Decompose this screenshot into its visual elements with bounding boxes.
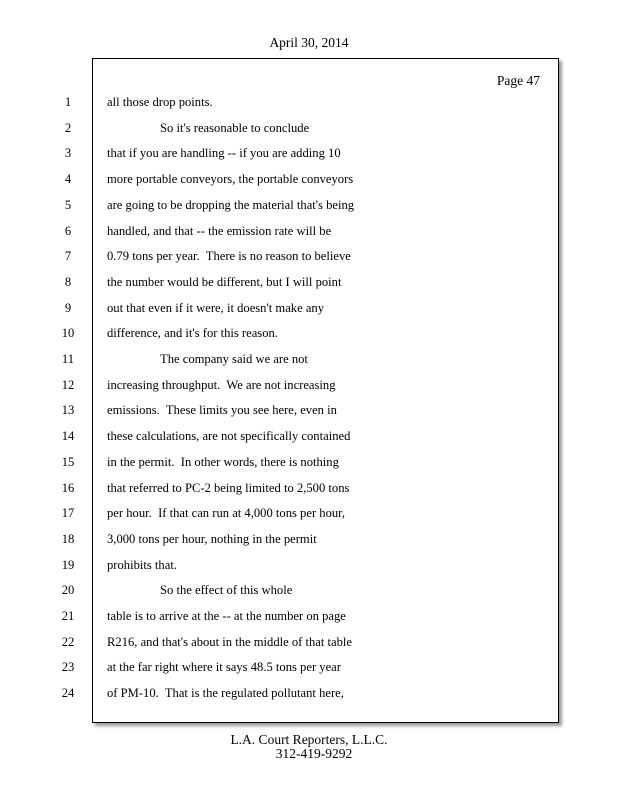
transcript-line bbox=[0, 606, 560, 626]
line-text: table is to arrive at the -- at the number on page bbox=[107, 609, 346, 623]
transcript-line bbox=[0, 400, 560, 420]
transcript-line bbox=[0, 221, 560, 241]
line-number: 2 bbox=[64, 120, 72, 135]
line-text: that referred to PC-2 being limited to 2,500 tons bbox=[107, 480, 350, 495]
line-text: the number would be different, but I will point bbox=[107, 274, 342, 289]
transcript-line bbox=[0, 246, 560, 266]
line-text: 3,000 tons per hour, nothing in the permit bbox=[107, 531, 317, 546]
line-text: these calculations, are not specifically contained bbox=[107, 429, 351, 444]
line-number: 24 bbox=[61, 686, 75, 701]
line-number: 10 bbox=[61, 326, 75, 341]
transcript-line bbox=[0, 478, 560, 498]
transcript-line bbox=[0, 272, 560, 292]
line-text: at the far right where it says 48.5 tons per year bbox=[107, 660, 341, 675]
line-text: out that even if it were, it doesn't make any bbox=[107, 300, 324, 315]
line-number: 13 bbox=[61, 403, 75, 418]
line-number: 23 bbox=[61, 660, 75, 675]
line-text: handled, and that -- the emission rate will be bbox=[107, 223, 332, 238]
line-number: 19 bbox=[61, 557, 75, 572]
line-text: more portable conveyors, the portable conveyors bbox=[107, 172, 354, 187]
transcript-line bbox=[0, 555, 560, 575]
line-text: are going to be dropping the material that's being bbox=[107, 197, 355, 212]
line-text: emissions. These limits you see here, even in bbox=[107, 403, 337, 418]
line-number: 21 bbox=[61, 609, 75, 623]
transcript-line bbox=[0, 632, 560, 652]
line-number: 18 bbox=[61, 531, 75, 546]
transcript-line bbox=[0, 118, 560, 138]
line-text: prohibits that. bbox=[107, 557, 177, 572]
line-number: 15 bbox=[61, 454, 75, 469]
line-number: 4 bbox=[64, 172, 72, 187]
line-number: 7 bbox=[64, 249, 72, 264]
line-text: per hour. If that can run at 4,000 tons per hour, bbox=[107, 506, 346, 521]
line-number: 20 bbox=[61, 583, 75, 598]
line-text: all those drop points. bbox=[107, 95, 213, 109]
transcript-line bbox=[0, 503, 560, 523]
line-text: in the permit. In other words, there is nothing bbox=[107, 454, 339, 469]
line-text: 0.79 tons per year. There is no reason to believe bbox=[107, 249, 351, 264]
footer-phone: 312-419-9292 bbox=[275, 746, 353, 761]
transcript-line bbox=[0, 323, 560, 343]
line-text: R216, and that's about in the middle of that table bbox=[107, 634, 353, 649]
line-text: of PM-10. That is the regulated pollutant here, bbox=[107, 686, 344, 701]
transcript-line bbox=[0, 529, 560, 549]
line-number: 3 bbox=[64, 146, 72, 161]
line-number: 16 bbox=[61, 480, 75, 495]
line-text: The company said we are not bbox=[160, 352, 308, 366]
line-text: So the effect of this whole bbox=[160, 583, 293, 598]
transcript-line bbox=[0, 298, 560, 318]
transcript-line bbox=[0, 580, 560, 600]
transcript-line bbox=[0, 426, 560, 446]
transcript-line bbox=[0, 452, 560, 472]
line-number: 12 bbox=[61, 377, 75, 392]
footer-company: L.A. Court Reporters, L.L.C. bbox=[230, 732, 388, 747]
line-text: that if you are handling -- if you are adding 10 bbox=[107, 146, 341, 161]
transcript-line bbox=[0, 349, 560, 369]
line-number: 14 bbox=[61, 429, 75, 444]
transcript-line bbox=[0, 657, 560, 677]
line-number: 17 bbox=[61, 506, 75, 521]
line-text: So it's reasonable to conclude bbox=[160, 120, 310, 135]
line-number: 22 bbox=[61, 634, 75, 649]
transcript-line bbox=[0, 375, 560, 395]
transcript-line bbox=[0, 92, 560, 112]
transcript-line bbox=[0, 143, 560, 163]
line-number: 9 bbox=[64, 300, 72, 315]
line-number: 6 bbox=[64, 223, 72, 238]
line-number: 8 bbox=[64, 274, 72, 289]
header-date: April 30, 2014 bbox=[269, 35, 349, 50]
page-number: Page 47 bbox=[496, 73, 540, 88]
line-number: 11 bbox=[61, 352, 75, 366]
transcript-line bbox=[0, 169, 560, 189]
line-number: 5 bbox=[64, 197, 72, 212]
transcript-line bbox=[0, 195, 560, 215]
line-text: difference, and it's for this reason. bbox=[107, 326, 278, 341]
line-text: increasing throughput. We are not increasing bbox=[107, 377, 336, 392]
line-number: 1 bbox=[64, 95, 72, 109]
transcript-line bbox=[0, 683, 560, 703]
